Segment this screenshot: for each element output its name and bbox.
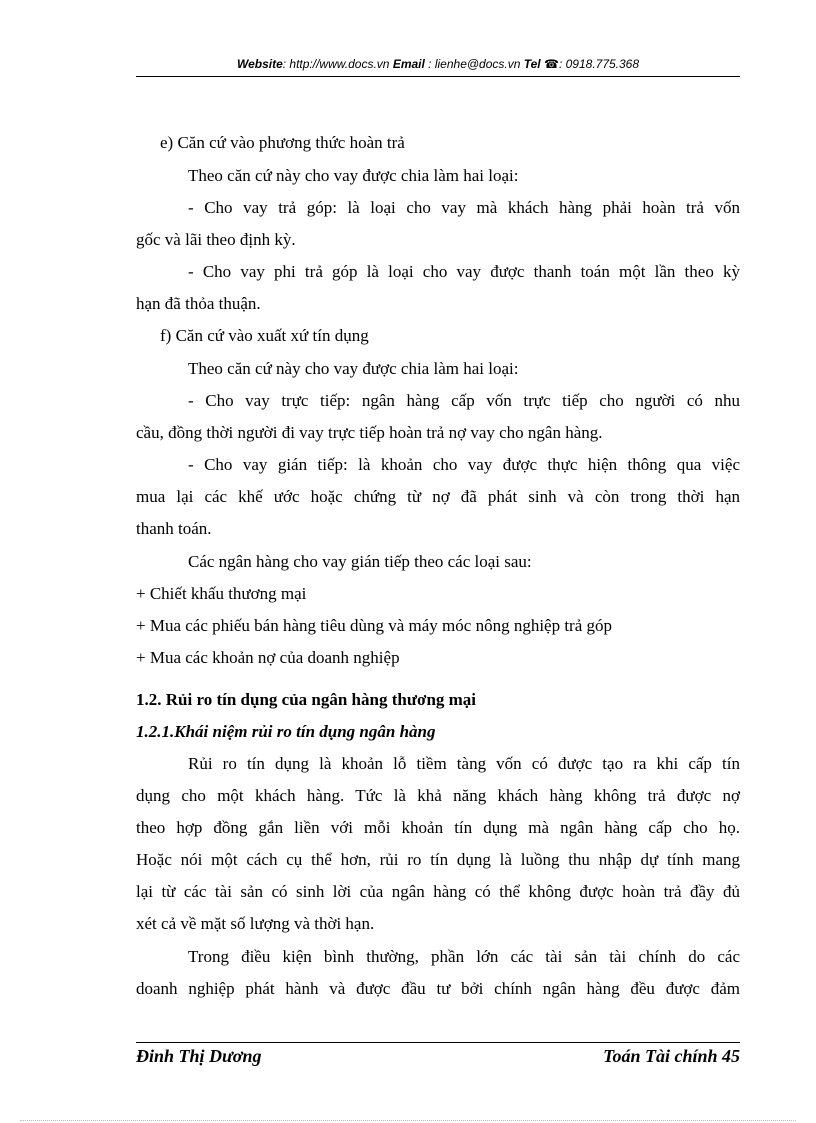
tel-value: : 0918.775.368: [558, 57, 640, 71]
paragraph-line: hạn đã thỏa thuận.: [136, 294, 261, 313]
paragraph-line: thanh toán.: [136, 519, 212, 538]
paragraph-line: Các ngân hàng cho vay gián tiếp theo các loại sau:: [188, 552, 532, 571]
website-value: : http://www.docs.vn: [282, 57, 390, 71]
paragraph-line: mua lại các khế ước hoặc chứng từ nợ đã phát sinh và còn trong thời hạn: [136, 487, 740, 506]
bullet-line: - Cho vay phi trả góp là loại cho vay được thanh toán một lần theo kỳ: [188, 262, 740, 281]
email-value: : lienhe@docs.vn: [428, 57, 521, 71]
footer-rule: [136, 1042, 740, 1043]
paragraph-line: gốc và lãi theo định kỳ.: [136, 230, 296, 249]
section-heading-1-2: 1.2. Rủi ro tín dụng của ngân hàng thương mại: [136, 690, 477, 709]
footer-class-page: Toán Tài chính 45: [603, 1046, 740, 1066]
paragraph-line: dụng cho một khách hàng. Tức là khả năng khách hàng không trả được nợ: [136, 786, 740, 805]
section-heading-e: e) Căn cứ vào phương thức hoàn trả: [160, 133, 405, 152]
paragraph-line: cầu, đồng thời người đi vay trực tiếp hoàn trả nợ vay cho ngân hàng.: [136, 423, 603, 442]
bullet-line: - Cho vay trả góp: là loại cho vay mà khách hàng phải hoàn trả vốn: [188, 198, 740, 217]
page-edge-divider: [20, 1120, 796, 1121]
bullet-line: - Cho vay trực tiếp: ngân hàng cấp vốn trực tiếp cho người có nhu: [188, 391, 740, 410]
page-header: [136, 57, 740, 75]
paragraph-line: Theo căn cứ này cho vay được chia làm hai loại:: [188, 359, 519, 378]
list-item: + Mua các khoản nợ của doanh nghiệp: [136, 648, 400, 667]
header-rule: [136, 76, 740, 77]
section-heading-f: f) Căn cứ vào xuất xứ tín dụng: [160, 326, 369, 345]
email-label: Email: [392, 57, 425, 71]
bullet-line: - Cho vay gián tiếp: là khoản cho vay được thực hiện thông qua việc: [188, 455, 740, 474]
footer-author: Đinh Thị Dương: [136, 1046, 262, 1066]
list-item: + Mua các phiếu bán hàng tiêu dùng và máy móc nông nghiệp trả góp: [136, 616, 613, 635]
paragraph-line: xét cả về mặt số lượng và thời hạn.: [136, 914, 375, 933]
subsection-heading-1-2-1: 1.2.1.Khái niệm rủi ro tín dụng ngân hàng: [136, 722, 436, 741]
paragraph-line: doanh nghiệp phát hành và được đầu tư bởi chính ngân hàng đều được đảm: [136, 979, 740, 998]
paragraph-line: Hoặc nói một cách cụ thể hơn, rủi ro tín dụng là luồng thu nhập dự tính mang: [136, 850, 740, 869]
paragraph-line: Rủi ro tín dụng là khoản lỗ tiềm tàng vốn có được tạo ra khi cấp tín: [188, 754, 740, 773]
paragraph-line: theo hợp đồng gắn liền với mỗi khoản tín dụng mà ngân hàng cấp cho họ.: [136, 818, 740, 837]
paragraph-line: lại từ các tài sản có sinh lời của ngân hàng có thể không được hoàn trả đầy đủ: [136, 882, 740, 901]
paragraph-line: Theo căn cứ này cho vay được chia làm hai loại:: [188, 166, 519, 185]
list-item: + Chiết khấu thương mại: [136, 584, 307, 603]
website-label: Website: [236, 57, 283, 71]
tel-label: Tel: [523, 57, 541, 71]
telephone-icon: ☎: [544, 57, 559, 71]
paragraph-line: Trong điều kiện bình thường, phần lớn các tài sản tài chính do các: [188, 947, 740, 966]
